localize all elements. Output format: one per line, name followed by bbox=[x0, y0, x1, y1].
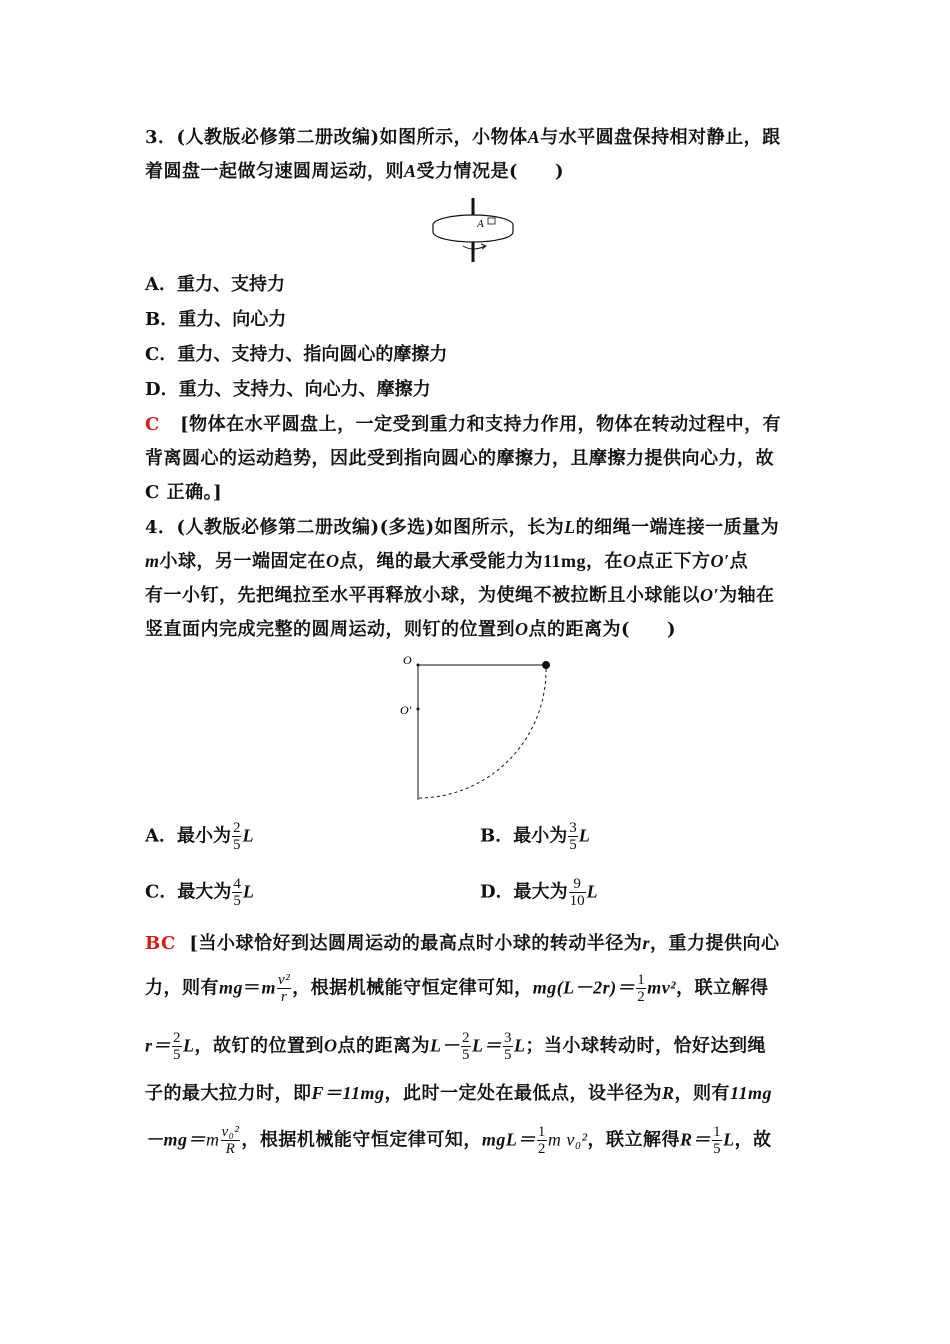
q4-option-a[interactable]: A．最小为 $\frac{2}{5}$ L bbox=[145, 820, 254, 853]
q3-explanation-line3: C 正确。] bbox=[145, 482, 223, 503]
q4-pendulum-figure bbox=[395, 650, 560, 805]
q3-number: 3． bbox=[145, 127, 177, 148]
q4-answer: BC bbox=[145, 933, 176, 954]
q3-source: (人教版必修第二册改编) bbox=[176, 127, 380, 148]
q4-stem-line4: 竖直面内完成完整的圆周运动，则钉的位置到O点的距离为( ) bbox=[145, 619, 677, 640]
q4-option-c[interactable]: C．最大为 $\frac{4}{5}$ L bbox=[145, 876, 254, 909]
q4-option-d[interactable]: D．最大为 $\frac{9}{10}$ L bbox=[480, 876, 598, 909]
ball-icon bbox=[542, 661, 550, 669]
q4-fig-label-oprime: O′ bbox=[400, 703, 412, 717]
q4-number: 4． bbox=[145, 517, 177, 538]
q4-explanation-line2: 力，则有mg＝m $\frac{\text{v²}}{r}$ ，根据机械能守恒定律可知，mg(L－2r)＝ $\frac{1}{2}$ mv²，联立解得 bbox=[145, 972, 769, 1005]
q3-explanation-line2: 背离圆心的运动趋势，因此受到指向圆心的摩擦力，且摩擦力提供向心力，故 bbox=[145, 448, 774, 469]
q4-stem-line2: m小球，另一端固定在O点，绳的最大承受能力为11mg，在O点正下方O′点 bbox=[145, 551, 749, 572]
q4-source: (人教版必修第二册改编)(多选) bbox=[176, 517, 435, 538]
q4-explanation-line4: 子的最大拉力时，即F＝11mg，此时一定处在最低点，设半径为R，则有11mg bbox=[145, 1083, 773, 1104]
q3-answer: C bbox=[145, 414, 160, 435]
q4-option-b[interactable]: B．最小为 $\frac{3}{5}$ L bbox=[480, 820, 590, 853]
q3-explanation-line1: C [物体在水平圆盘上，一定受到重力和支持力作用，物体在转动过程中，有 bbox=[145, 414, 782, 435]
small-block-icon bbox=[488, 218, 495, 224]
q4-stem-line1: 4．(人教版必修第二册改编)(多选)如图所示，长为L的细绳一端连接一质量为 bbox=[145, 517, 780, 538]
q4-fig-label-o: O bbox=[403, 653, 412, 667]
q3-option-b[interactable]: B．重力、向心力 bbox=[145, 309, 287, 330]
q3-stem-line2: 着圆盘一起做匀速圆周运动，则A受力情况是( ) bbox=[145, 161, 565, 182]
q3-stem-line1: 3．(人教版必修第二册改编)如图所示，小物体A与水平圆盘保持相对静止，跟 bbox=[145, 127, 781, 148]
q3-option-c[interactable]: C．重力、支持力、指向圆心的摩擦力 bbox=[145, 344, 448, 365]
q4-stem-line3: 有一小钉，先把绳拉至水平再释放小球，为使绳不被拉断且小球能以O′为轴在 bbox=[145, 585, 775, 606]
q3-option-d[interactable]: D．重力、支持力、向心力、摩擦力 bbox=[145, 379, 431, 400]
swing-path bbox=[418, 669, 546, 798]
q3-figure-label: A bbox=[477, 218, 484, 230]
q4-explanation-line5: －mg＝m $\frac{\text{v₀²}}{R}$ ，根据机械能守恒定律可知，mgL＝ $\frac{1}{2}$ m v₀²，联立解得R＝ $\frac{1}{5}$ L，故 bbox=[145, 1124, 772, 1157]
q4-explanation-line3: r＝ $\frac{2}{5}$ L，故钉的位置到O点的距离为L－ $\frac{2}{5}$ L＝ $\frac{3}{5}$ L；当小球转动时，恰好达到绳 bbox=[145, 1030, 767, 1063]
q4-explanation-line1: BC [当小球恰好到达圆周运动的最高点时小球的转动半径为r，重力提供向心 bbox=[145, 933, 780, 954]
q3-disc-figure bbox=[425, 196, 525, 266]
q3-option-a[interactable]: A．重力、支持力 bbox=[145, 274, 285, 295]
